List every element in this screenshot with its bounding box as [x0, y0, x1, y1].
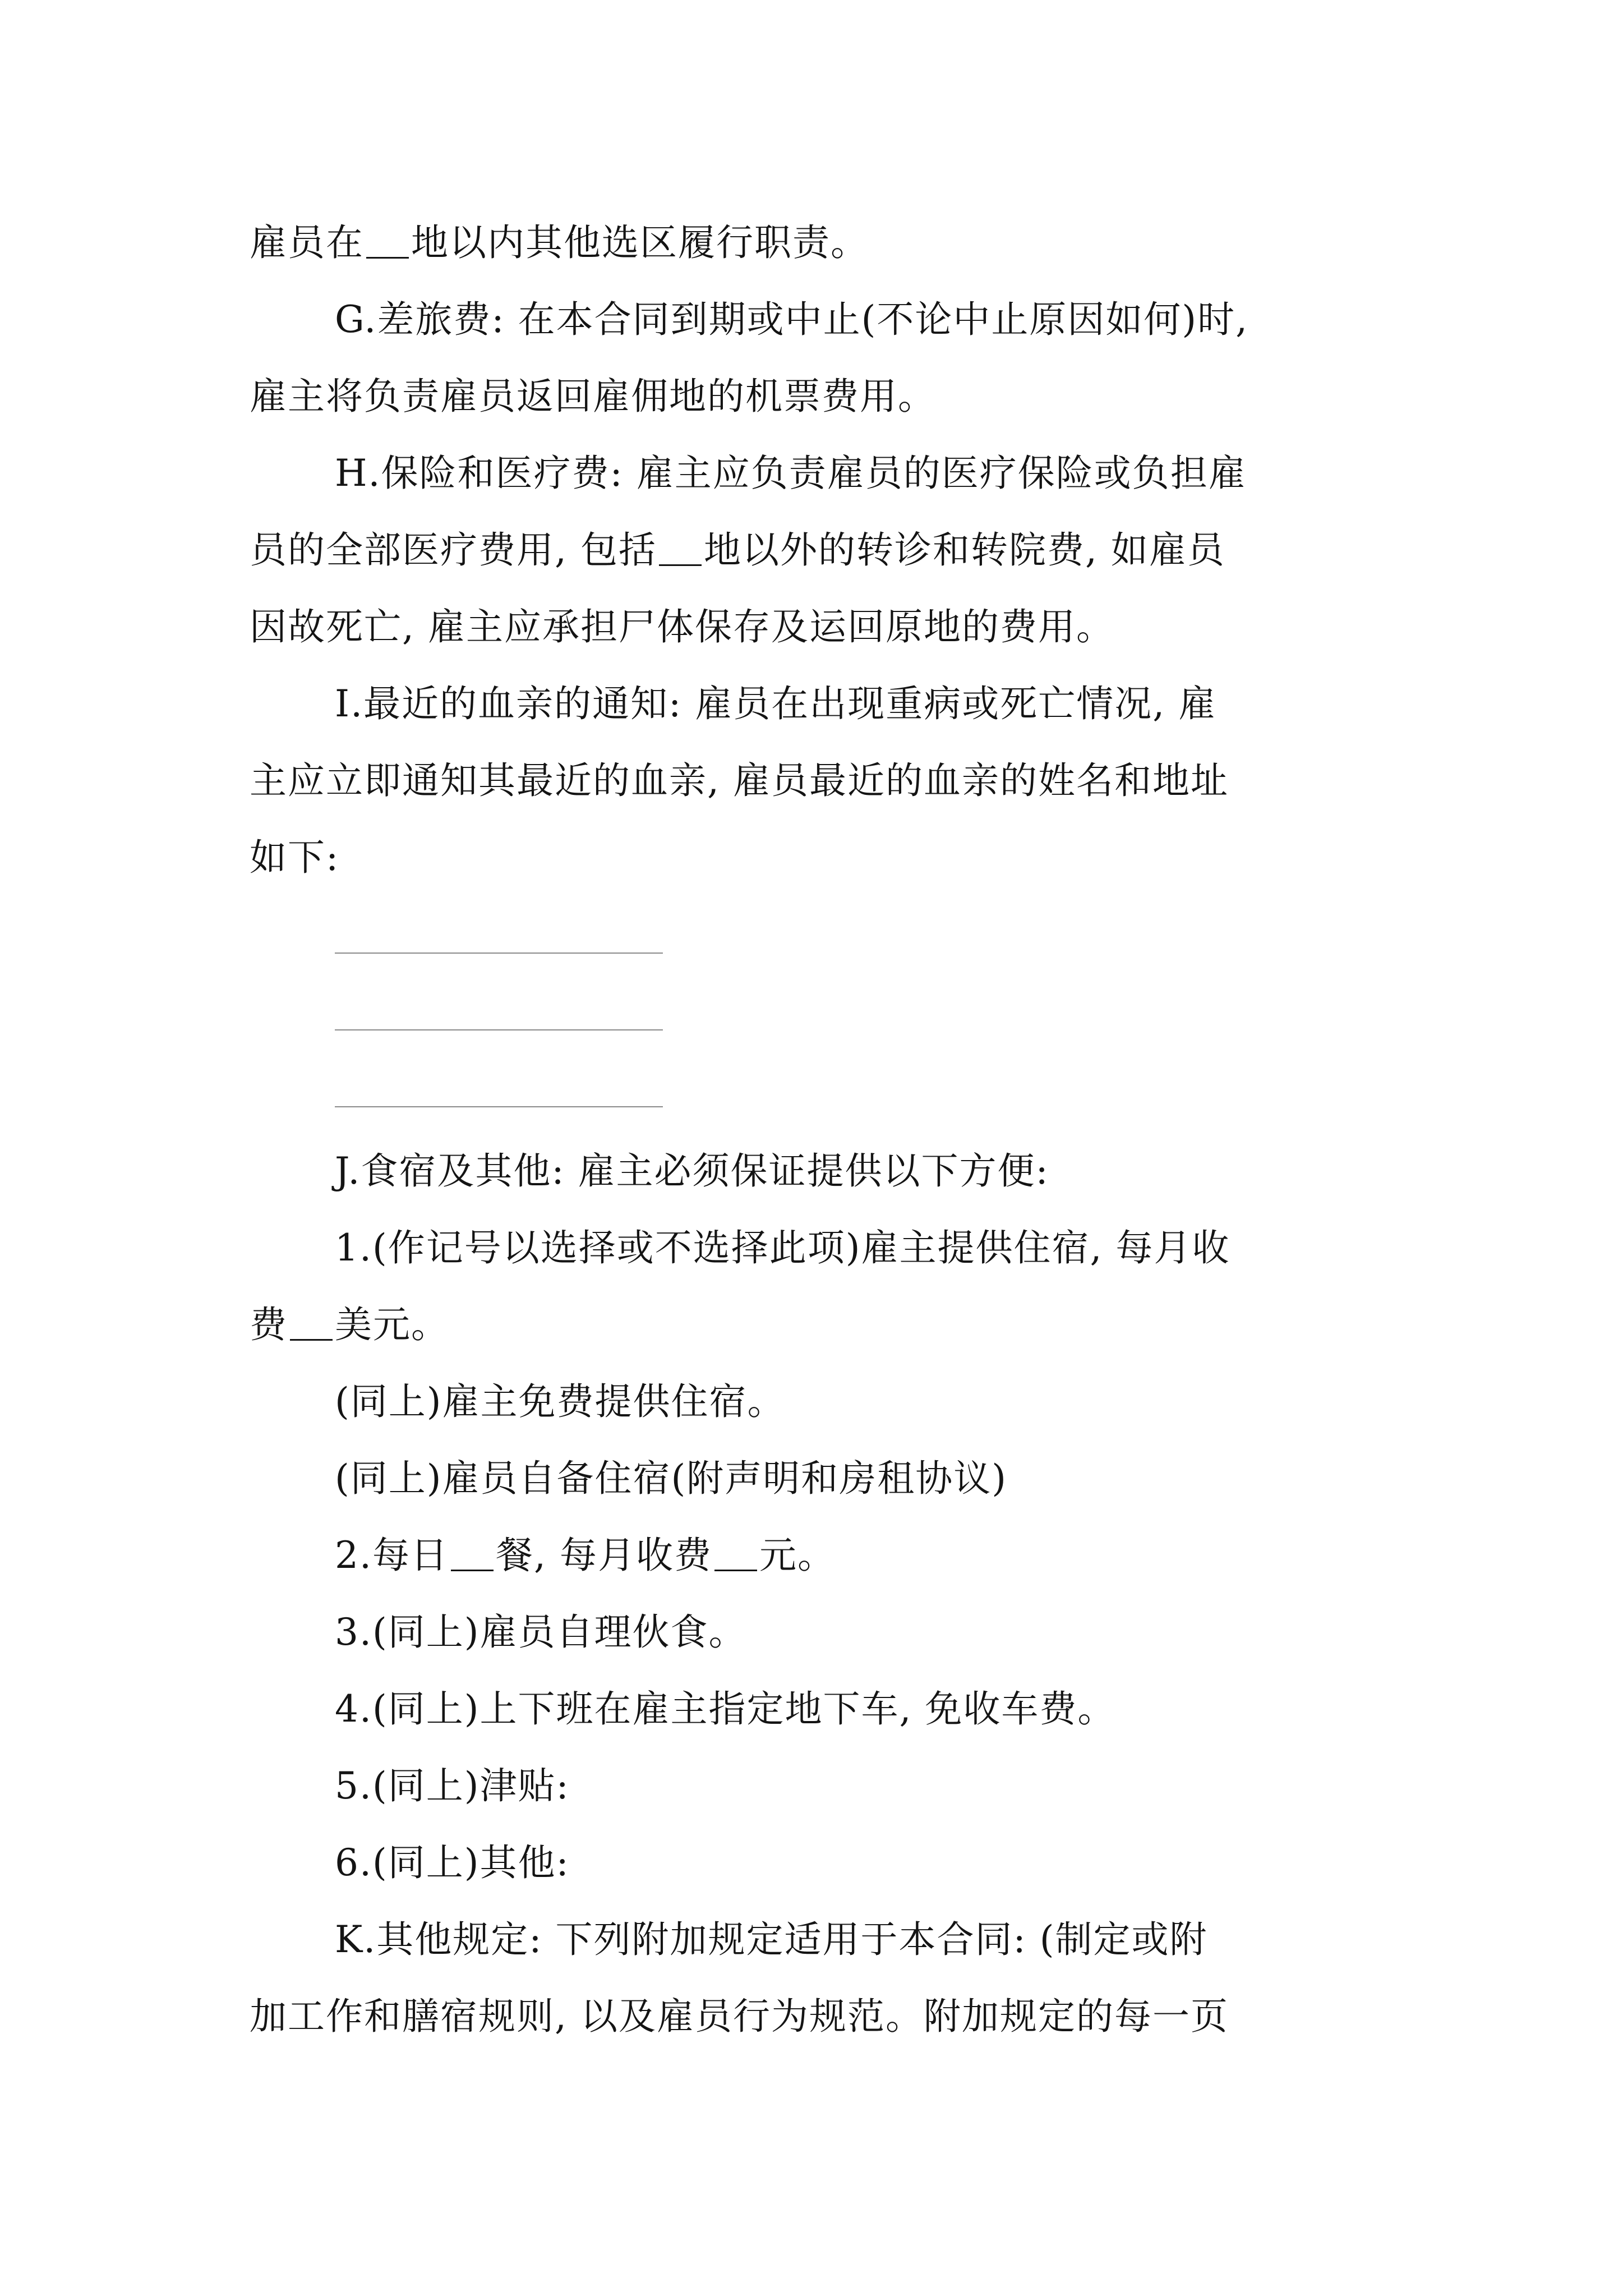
text-line-3: 雇主将负责雇员返回雇佣地的机票费用。 [250, 375, 936, 418]
fill-in-blank [659, 564, 702, 566]
item-2: 2.每日 餐, 每月收费 元。 [335, 1534, 836, 1577]
text-line-8: 主应立即通知其最近的血亲, 雇员最近的血亲的姓名和地址 [250, 759, 1229, 802]
clause-g: G.差旅费: 在本合同到期或中止(不论中止原因如何)时, [335, 298, 1249, 341]
clause-k: K.其他规定: 下列附加规定适用于本合同: (制定或附 [335, 1918, 1208, 1961]
item-free-housing: (同上)雇主免费提供住宿。 [335, 1380, 786, 1423]
blank-line-1 [335, 953, 663, 954]
fill-in-blank [451, 1570, 494, 1571]
clause-i: I.最近的血亲的通知: 雇员在出现重病或死亡情况, 雇 [335, 682, 1217, 725]
text-line-1: 雇员在 地以内其他选区履行职责。 [250, 221, 869, 264]
blank-line-2 [335, 1029, 663, 1030]
clause-j: J.食宿及其他: 雇主必须保证提供以下方便: [335, 1149, 1049, 1193]
item-3: 3.(同上)雇员自理伙食。 [335, 1611, 747, 1654]
fill-in-blank [290, 1339, 333, 1341]
text-line-9: 如下: [250, 836, 340, 879]
blank-line-3 [335, 1106, 663, 1107]
text-line-6: 因故死亡, 雇主应承担尸体保存及运回原地的费用。 [250, 605, 1114, 648]
item-self-housing: (同上)雇员自备住宿(附声明和房租协议) [335, 1457, 1007, 1500]
text-line-5: 员的全部医疗费用, 包括 地以外的转诊和转院费, 如雇员 [250, 528, 1225, 572]
text-line-21: 加工作和膳宿规则, 以及雇员行为规范。附加规定的每一页 [250, 1995, 1229, 2038]
clause-h: H.保险和医疗费: 雇主应负责雇员的医疗保险或负担雇 [335, 452, 1247, 495]
item-5: 5.(同上)津贴: [335, 1764, 570, 1807]
fill-in-blank [366, 257, 409, 259]
fill-in-blank [714, 1570, 757, 1571]
item-6: 6.(同上)其他: [335, 1841, 570, 1884]
text-line-12: 费 美元。 [250, 1303, 449, 1346]
item-4: 4.(同上)上下班在雇主指定地下车, 免收车费。 [335, 1687, 1116, 1731]
item-1: 1.(作记号以选择或不选择此项)雇主提供住宿, 每月收 [335, 1226, 1230, 1269]
